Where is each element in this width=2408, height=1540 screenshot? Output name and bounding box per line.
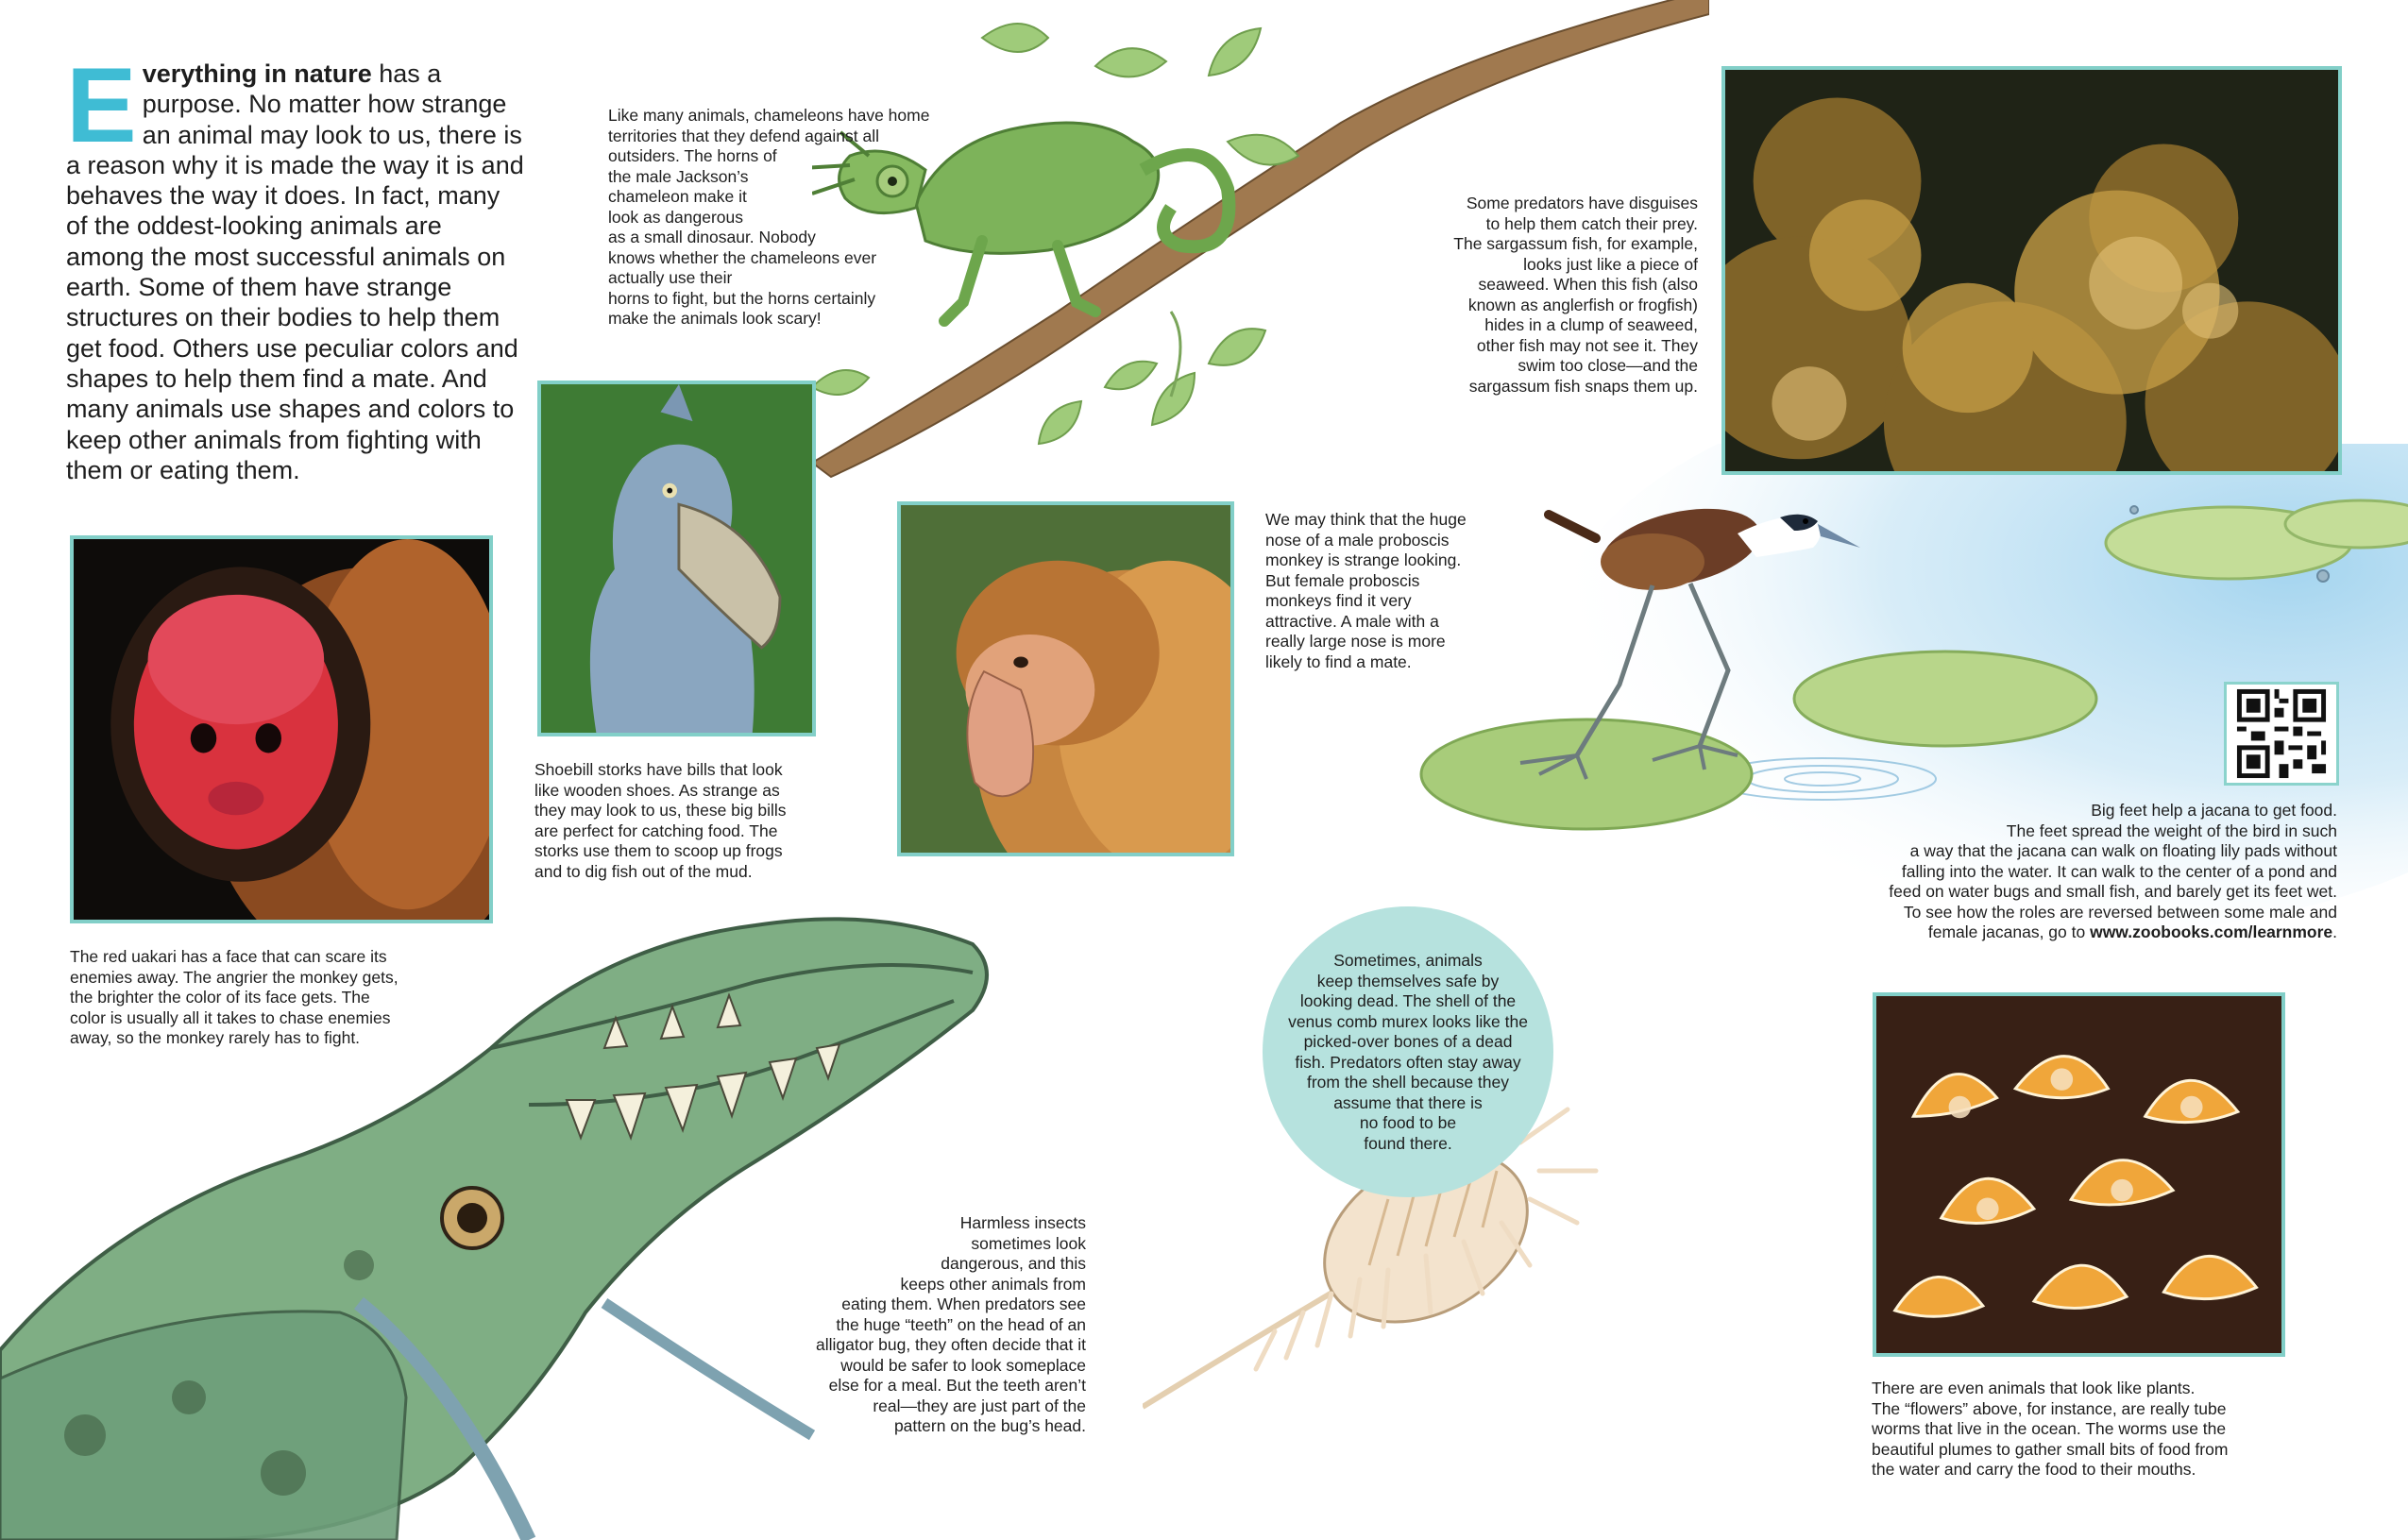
caption-line: look as dangerous: [608, 207, 744, 227]
caption-line: [1794, 922, 2337, 943]
caption-line: Sometimes, animals: [1333, 951, 1483, 970]
jacana-caption: [1794, 801, 2337, 943]
caption-line: hides in a clump of seaweed,: [1484, 315, 1698, 334]
caption-line: Some predators have disguises: [1466, 194, 1698, 212]
red-uakari-photo: [70, 535, 493, 923]
murex-caption: [1265, 951, 1551, 1154]
caption-line: picked-over bones of a dead: [1303, 1032, 1513, 1051]
caption-line: pattern on the bug’s head.: [893, 1416, 1086, 1435]
alligator-bug-caption: [755, 1213, 1086, 1437]
proboscis-caption: [1265, 510, 1530, 672]
caption-line: chameleon make it: [608, 187, 747, 206]
caption-line: as a small dinosaur. Nobody: [608, 228, 816, 246]
caption-line: beautiful plumes to gather small bits of food from: [1872, 1439, 2229, 1459]
caption-line: monkey is strange looking.: [1265, 550, 1462, 569]
caption-line: attractive. A male with a: [1265, 611, 1439, 631]
caption-line: would be safer to look someplace: [840, 1355, 1086, 1375]
caption-line: to help them catch their prey.: [1485, 213, 1698, 233]
caption-line: But female proboscis: [1265, 570, 1420, 590]
tube-worms-photo: [1873, 992, 2285, 1357]
caption-line: really large nose is more: [1265, 632, 1446, 651]
caption-line: worms that live in the ocean. The worms use the: [1872, 1419, 2227, 1438]
caption-line: swim too close—and the: [1518, 356, 1698, 375]
caption-line: the male Jackson’s: [608, 166, 749, 186]
sargassum-caption: [1341, 194, 1698, 397]
caption-text: .: [2332, 922, 2337, 941]
caption-line: nose of a male proboscis: [1265, 530, 1450, 550]
caption-line: from the shell because they: [1306, 1073, 1509, 1092]
caption-line: assume that there is: [1333, 1092, 1483, 1112]
caption-line: like wooden shoes. As strange as: [534, 780, 780, 800]
proboscis-monkey-photo: [897, 501, 1234, 856]
qr-code-pattern: [2227, 685, 2336, 783]
caption-line: monkeys find it very: [1265, 591, 1412, 610]
caption-line: Harmless insects: [959, 1213, 1086, 1232]
qr-code-icon[interactable]: [2224, 682, 2339, 786]
intro-text: has a purpose. No matter how strange an animal may look to us, there is a reason why it is made the way it is and behaves the way it does. In fact, many of the oddest-looking animals are among the most successful animals on earth. Some of them have strange structures on their bodies to help them get food. Others use peculiar colors and shapes to help them find a mate. And many animals use shapes and colors to keep other animals from fighting with them or eating them.: [66, 59, 524, 484]
caption-line: The feet spread the weight of the bird in such: [2006, 821, 2337, 840]
caption-line: seaweed. When this fish (also: [1478, 275, 1698, 294]
caption-line: keeps other animals from: [900, 1274, 1086, 1294]
caption-line: feed on water bugs and small fish, and barely get its feet wet.: [1889, 882, 2337, 901]
caption-line: away, so the monkey rarely has to fight.: [70, 1028, 361, 1047]
caption-line: storks use them to scoop up frogs: [534, 841, 783, 860]
caption-line: outsiders. The horns of: [608, 146, 777, 165]
caption-line: falling into the water. It can walk to the center of a pond and: [1901, 861, 2337, 881]
learn-more-link[interactable]: www.zoobooks.com/learnmore: [2090, 922, 2333, 941]
drop-cap: E: [66, 46, 137, 164]
caption-line: they may look to us, these big bills: [534, 801, 787, 820]
caption-line: real—they are just part of the: [873, 1396, 1086, 1415]
caption-line: Like many animals, chameleons have home: [608, 106, 930, 125]
caption-line: found there.: [1364, 1133, 1452, 1153]
shoebill-caption: [534, 760, 856, 882]
caption-line: Big feet help a jacana to get food.: [2091, 801, 2337, 820]
caption-line: There are even animals that look like plants.: [1872, 1379, 2196, 1397]
caption-line: fish. Predators often stay away: [1295, 1052, 1521, 1072]
caption-line: eating them. When predators see: [841, 1295, 1086, 1313]
caption-line: looking dead. The shell of the: [1299, 991, 1517, 1010]
caption-line: looks just like a piece of: [1523, 254, 1698, 274]
caption-line: the water and carry the food to their mouths.: [1872, 1460, 2196, 1479]
caption-line: the brighter the color of its face gets. The: [70, 988, 370, 1007]
caption-line: other fish may not see it. They: [1476, 335, 1698, 355]
caption-line: venus comb murex looks like the: [1288, 1011, 1528, 1031]
caption-line: no food to be: [1359, 1113, 1457, 1132]
caption-line: make the animals look scary!: [608, 309, 822, 328]
caption-line: known as anglerfish or frogfish): [1467, 295, 1698, 314]
caption-line: a way that the jacana can walk on floating lily pads without: [1909, 841, 2337, 860]
caption-line: actually use their: [608, 268, 733, 287]
caption-line: the huge “teeth” on the head of an: [836, 1314, 1086, 1334]
tube-worms-caption: [1872, 1379, 2315, 1481]
caption-text: female jacanas, go to: [1927, 922, 2091, 941]
caption-line: The sargassum fish, for example,: [1453, 234, 1698, 253]
caption-line: dangerous, and this: [941, 1254, 1086, 1273]
intro-lead: verything in nature: [142, 59, 372, 88]
caption-line: sargassum fish snaps them up.: [1468, 376, 1698, 396]
caption-line: enemies away. The angrier the monkey gets,: [70, 967, 399, 987]
caption-line: The red uakari has a face that can scare its: [70, 947, 387, 966]
caption-line: horns to fight, but the horns certainly: [608, 288, 876, 308]
caption-line: alligator bug, they often decide that it: [815, 1335, 1086, 1354]
caption-line: likely to find a mate.: [1265, 652, 1412, 671]
caption-line: color is usually all it takes to chase enemies: [70, 1007, 391, 1027]
intro-paragraph: [66, 46, 524, 485]
chameleon-caption: [608, 106, 967, 330]
caption-line: are perfect for catching food. The: [534, 821, 778, 840]
caption-line: To see how the roles are reversed between some male and: [1903, 902, 2337, 922]
caption-line: sometimes look: [971, 1233, 1086, 1253]
caption-line: knows whether the chameleons ever: [608, 247, 877, 267]
caption-line: else for a meal. But the teeth aren’t: [828, 1376, 1086, 1395]
caption-line: and to dig fish out of the mud.: [534, 861, 753, 881]
shoebill-stork-photo: [537, 381, 816, 736]
caption-line: territories that they defend against all: [608, 126, 879, 145]
caption-line: keep themselves safe by: [1316, 971, 1500, 990]
caption-line: We may think that the huge: [1265, 510, 1467, 529]
uakari-caption: [70, 947, 504, 1049]
caption-line: Shoebill storks have bills that look: [534, 760, 783, 779]
sargassum-fish-photo: [1721, 66, 2342, 475]
caption-line: The “flowers” above, for instance, are really tube: [1872, 1398, 2227, 1418]
